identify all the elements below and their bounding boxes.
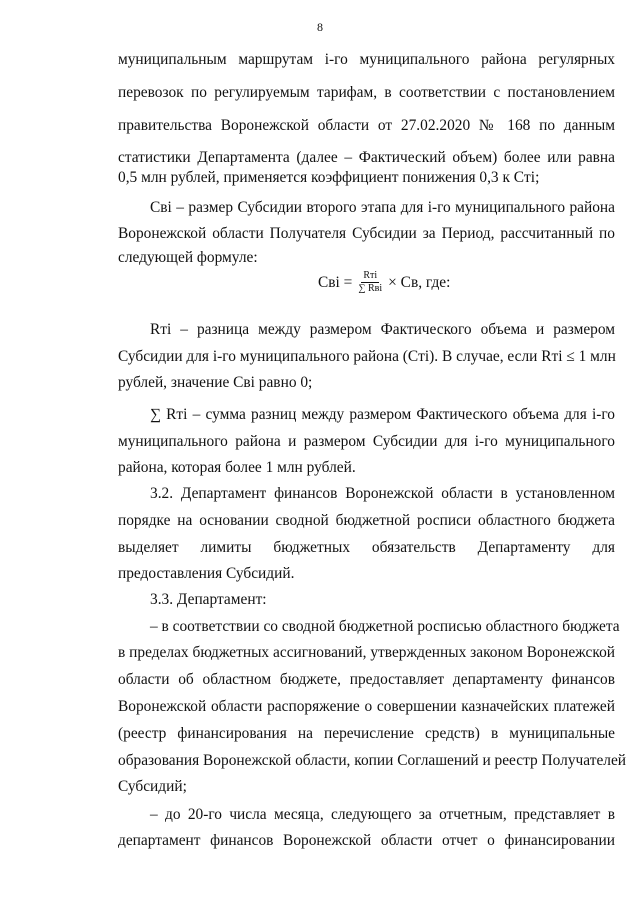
page-number: 8 xyxy=(317,20,323,34)
formula-denominator: ∑ Rвi xyxy=(358,283,383,294)
paragraph-line: Rтi – разница между размером Фактического объема и размером xyxy=(150,321,615,338)
paragraph-line: Cвi – размер Субсидии второго этапа для i-го муниципального района xyxy=(150,199,615,216)
formula xyxy=(318,270,450,295)
paragraph-line: области об областном бюджете, предоставляет департаменту финансов xyxy=(118,671,615,688)
paragraph-line: правительства Воронежской области от 27.02.2020 № 168 по данным xyxy=(118,117,615,134)
paragraph-line: следующей формуле: xyxy=(118,249,258,266)
formula-rhs: × Cв, где: xyxy=(388,273,451,291)
formula-lhs: Cвi = xyxy=(318,273,353,291)
paragraph-line: муниципальным маршрутам i-го муниципального района регулярных xyxy=(118,51,615,68)
paragraph-line: департамент финансов Воронежской области отчет о финансировании xyxy=(118,832,615,849)
paragraph-line: (реестр финансирования на перечисление средств) в муниципальные xyxy=(118,725,615,742)
paragraph-line: Субсидий; xyxy=(118,778,187,795)
paragraph-line: Воронежской области Получателя Субсидии за Период, рассчитанный по xyxy=(118,225,615,242)
paragraph-line: перевозок по регулируемым тарифам, в соответствии с постановлением xyxy=(118,84,615,101)
paragraph-line: порядке на основании сводной бюджетной росписи областного бюджета xyxy=(118,512,615,529)
formula-fraction xyxy=(356,270,384,295)
paragraph-line: выделяет лимиты бюджетных обязательств Департаменту для xyxy=(118,539,615,556)
paragraph-line: 0,5 млн рублей, применяется коэффициент понижения 0,3 к Cтi; xyxy=(118,169,540,186)
paragraph-line: – до 20-го числа месяца, следующего за отчетным, представляет в xyxy=(150,806,615,823)
paragraph-line: статистики Департамента (далее – Фактический объем) более или равна xyxy=(118,149,615,166)
paragraph-line: 3.3. Департамент: xyxy=(150,591,267,608)
paragraph-line: в пределах бюджетных ассигнований, утвержденных законом Воронежской xyxy=(118,644,615,661)
paragraph-line: 3.2. Департамент финансов Воронежской области в установленном xyxy=(150,485,615,502)
paragraph-line: рублей, значение Cвi равно 0; xyxy=(118,374,313,391)
formula-numerator: Rтi xyxy=(363,270,378,281)
paragraph-line: ∑ Rтi – сумма разниц между размером Фактического объема для i-го xyxy=(150,406,615,423)
paragraph-line: муниципального района и размером Субсидии для i-го муниципального xyxy=(118,433,615,450)
paragraph-line: – в соответствии со сводной бюджетной росписью областного бюджета xyxy=(150,618,620,635)
paragraph-line: Субсидии для i-го муниципального района (Cтi). В случае, если Rтi ≤ 1 млн xyxy=(118,348,616,365)
paragraph-line: района, которая более 1 млн рублей. xyxy=(118,459,356,476)
paragraph-line: образования Воронежской области, копии Соглашений и реестр Получателей xyxy=(118,752,627,769)
paragraph-line: Воронежской области распоряжение о совершении казначейских платежей xyxy=(118,698,615,715)
paragraph-line: предоставления Субсидий. xyxy=(118,565,295,582)
